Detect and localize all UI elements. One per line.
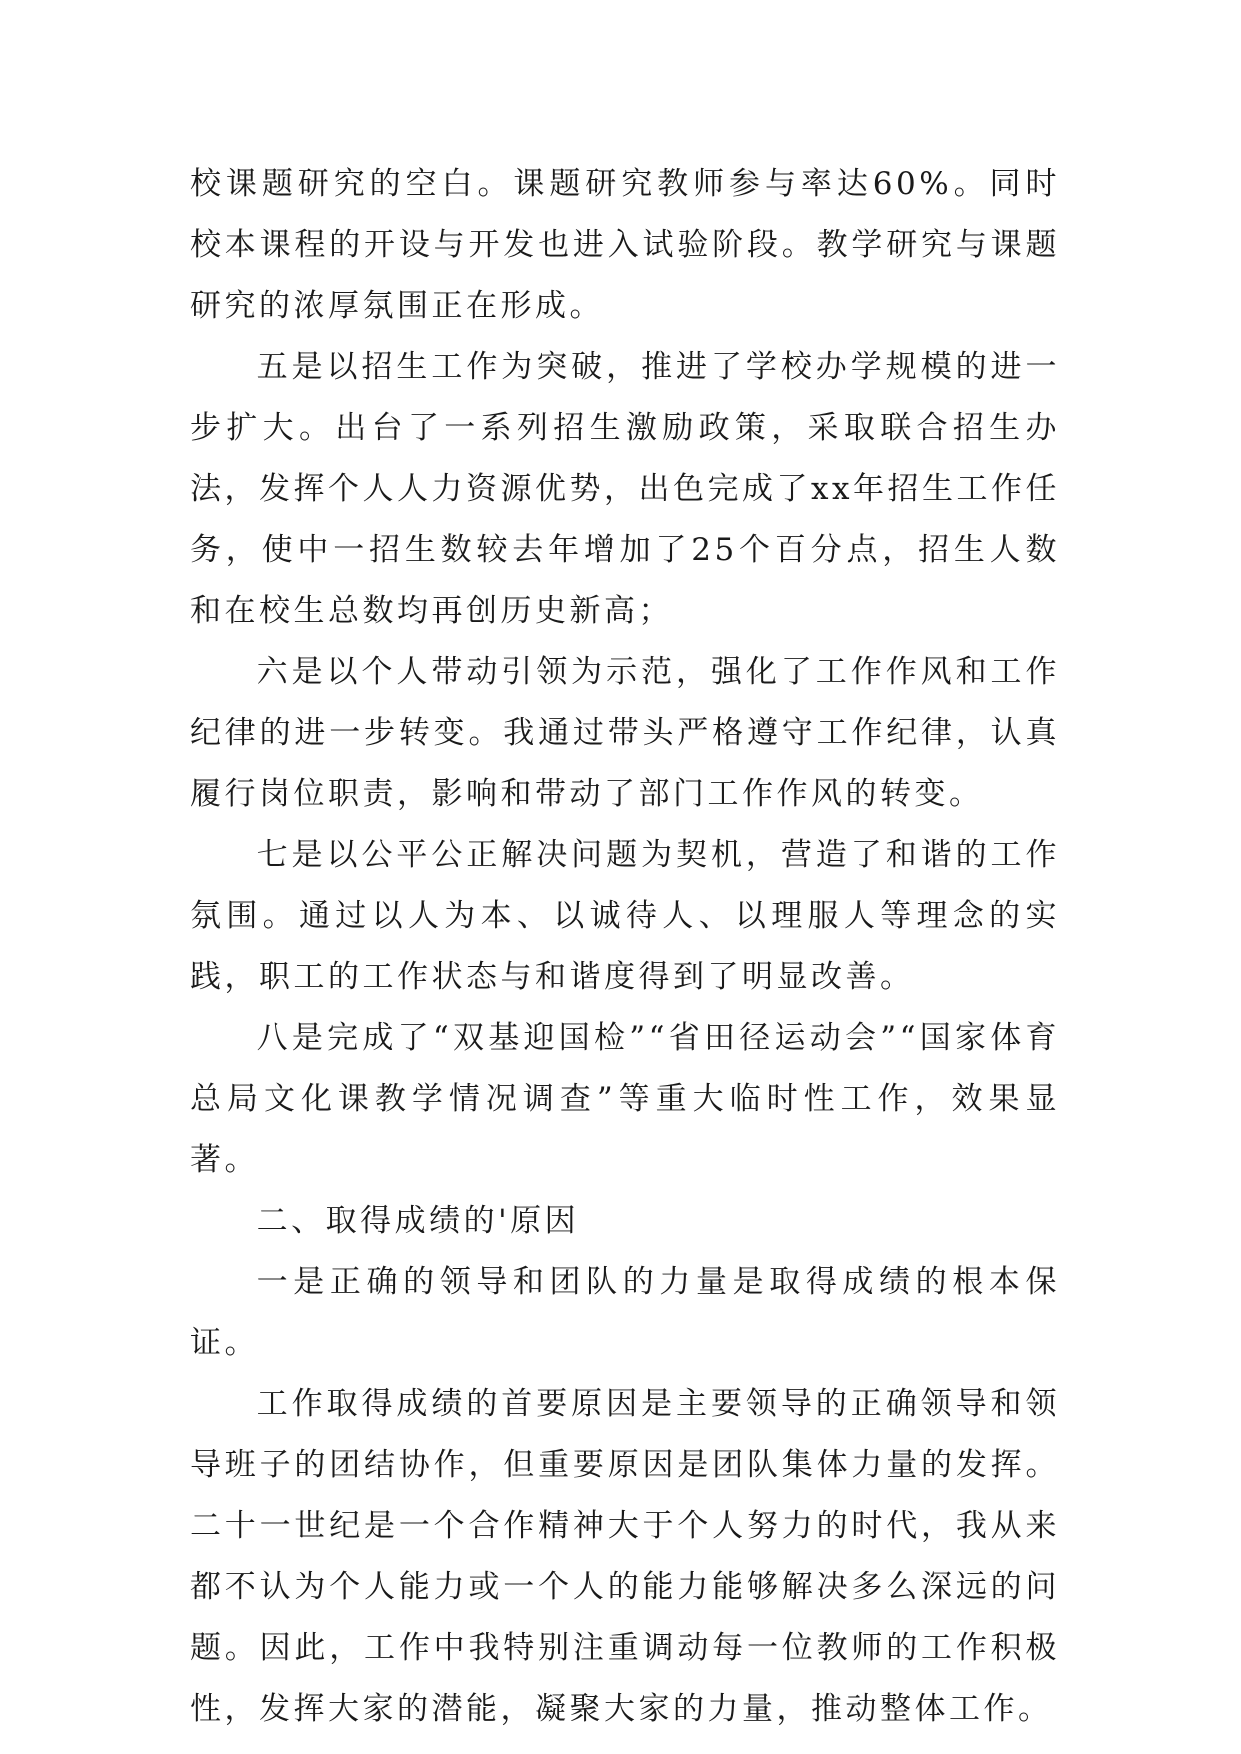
paragraph-reason-one: 一是正确的领导和团队的力量是取得成绩的根本保证。 [190,1264,1060,1361]
paragraph-item-five: 五是以招生工作为突破，推进了学校办学规模的进一步扩大。出台了一系列招生激励政策，采取联合招生办法，发挥个人人力资源优势，出色完成了xx年招生工作任务，使中一招生数较去年增加了25个百分点，招生人数和在校生总数均再创历史新高； [190,349,1060,629]
paragraph-item-six: 六是以个人带动引领为示范，强化了工作作风和工作纪律的进一步转变。我通过带头严格遵守工作纪律，认真履行岗位职责，影响和带动了部门工作作风的转变。 [190,654,1060,812]
paragraph-item-eight: 八是完成了“双基迎国检”“省田径运动会”“国家体育总局文化课教学情况调查”等重大临时性工作，效果显著。 [190,1020,1060,1178]
paragraph-reason-one-detail: 工作取得成绩的首要原因是主要领导的正确领导和领导班子的团结协作，但重要原因是团队集体力量的发挥。二十一世纪是一个合作精神大于个人努力的时代，我从来都不认为个人能力或一个人的能力能够解决多么深远的问题。因此，工作中我特别注重调动每一位教师的工作积极性，发挥大家的潜能，凝聚大家的力量，推动整体工作。 [190,1386,1060,1727]
paragraph-item-seven: 七是以公平公正解决问题为契机，营造了和谐的工作氛围。通过以人为本、以诚待人、以理服人等理念的实践，职工的工作状态与和谐度得到了明显改善。 [190,837,1060,995]
document-body [190,154,1060,1740]
section-heading-reasons: 二、取得成绩的'原因 [256,1203,580,1239]
paragraph-continued: 校课题研究的空白。课题研究教师参与率达60%。同时校本课程的开设与开发也进入试验阶段。教学研究与课题研究的浓厚氛围正在形成。 [190,166,1060,324]
